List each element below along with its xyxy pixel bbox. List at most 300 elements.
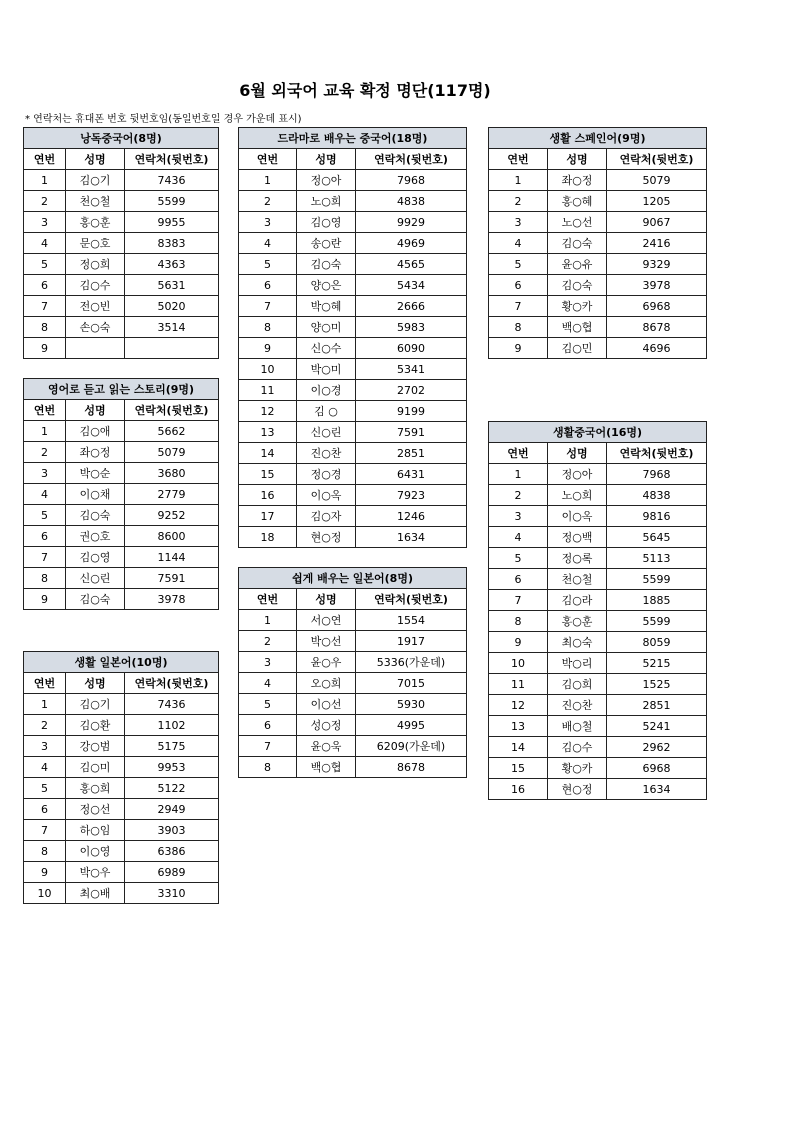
row-number: 6 <box>489 569 548 590</box>
row-number: 3 <box>239 652 297 673</box>
participant-name: 성○정 <box>297 715 356 736</box>
row-number: 1 <box>24 421 66 442</box>
table-row <box>24 841 219 862</box>
participant-name: 현○정 <box>297 527 356 548</box>
participant-name: 홍○혜 <box>548 191 607 212</box>
contact-digits: 5930 <box>356 694 467 715</box>
row-number: 2 <box>489 485 548 506</box>
participant-name: 천○철 <box>66 191 125 212</box>
row-number: 1 <box>24 694 66 715</box>
participant-name: 강○범 <box>66 736 125 757</box>
table-row <box>24 233 219 254</box>
table-title: 생활 일본어(10명) <box>24 652 219 673</box>
table-row <box>239 170 467 191</box>
row-number: 13 <box>239 422 297 443</box>
table-row <box>24 338 219 359</box>
row-number: 4 <box>239 673 297 694</box>
table-row <box>239 422 467 443</box>
col-header-contact: 연락처(뒷번호) <box>607 443 707 464</box>
participant-name: 홍○훈 <box>548 611 607 632</box>
col-header-name: 성명 <box>548 149 607 170</box>
row-number: 5 <box>24 778 66 799</box>
row-number: 6 <box>239 275 297 296</box>
row-number: 9 <box>489 632 548 653</box>
participant-name: 정○희 <box>66 254 125 275</box>
participant-name: 이○경 <box>297 380 356 401</box>
row-number: 11 <box>239 380 297 401</box>
contact-digits: 5113 <box>607 548 707 569</box>
contact-digits: 8678 <box>356 757 467 778</box>
roster-table-daily-chinese <box>488 421 707 800</box>
row-number: 9 <box>239 338 297 359</box>
table-row <box>239 652 467 673</box>
col-header-number: 연번 <box>489 443 548 464</box>
row-number: 14 <box>489 737 548 758</box>
table-title: 쉽게 배우는 일본어(8명) <box>239 568 467 589</box>
contact-digits: 2949 <box>125 799 219 820</box>
participant-name: 최○배 <box>66 883 125 904</box>
col-header-name: 성명 <box>297 589 356 610</box>
contact-digits: 9816 <box>607 506 707 527</box>
participant-name: 천○철 <box>548 569 607 590</box>
row-number: 5 <box>489 548 548 569</box>
table-row <box>24 694 219 715</box>
participant-name: 신○린 <box>297 422 356 443</box>
participant-name: 김○수 <box>548 737 607 758</box>
roster-table-english-story <box>23 378 219 610</box>
participant-name: 백○협 <box>297 757 356 778</box>
contact-digits: 8678 <box>607 317 707 338</box>
table-row <box>489 737 707 758</box>
col-header-number: 연번 <box>489 149 548 170</box>
participant-name: 김○숙 <box>548 233 607 254</box>
row-number: 8 <box>24 317 66 338</box>
table-row <box>489 527 707 548</box>
contact-digits: 1205 <box>607 191 707 212</box>
row-number: 3 <box>24 736 66 757</box>
table-row <box>24 715 219 736</box>
participant-name: 황○카 <box>548 296 607 317</box>
table-row <box>24 442 219 463</box>
col-header-contact: 연락처(뒷번호) <box>356 589 467 610</box>
table-title: 생활 스페인어(9명) <box>489 128 707 149</box>
contact-digits: 1634 <box>356 527 467 548</box>
table-row <box>239 631 467 652</box>
table-row <box>24 254 219 275</box>
row-number: 7 <box>489 590 548 611</box>
table-row <box>24 862 219 883</box>
contact-digits: 7436 <box>125 694 219 715</box>
row-number: 10 <box>24 883 66 904</box>
table-row <box>239 401 467 422</box>
table-row <box>489 695 707 716</box>
contact-digits: 6968 <box>607 758 707 779</box>
row-number: 10 <box>489 653 548 674</box>
participant-name: 박○우 <box>66 862 125 883</box>
contact-digits: 2851 <box>607 695 707 716</box>
table-row <box>239 212 467 233</box>
table-row <box>24 463 219 484</box>
table-title: 낭독중국어(8명) <box>24 128 219 149</box>
col-header-contact: 연락처(뒷번호) <box>356 149 467 170</box>
participant-name: 김 ○ <box>297 401 356 422</box>
participant-name: 최○숙 <box>548 632 607 653</box>
participant-name: 정○백 <box>548 527 607 548</box>
participant-name: 박○선 <box>297 631 356 652</box>
row-number: 3 <box>239 212 297 233</box>
row-number: 2 <box>24 715 66 736</box>
participant-name: 김○환 <box>66 715 125 736</box>
participant-name: 양○은 <box>297 275 356 296</box>
contact-digits: 4565 <box>356 254 467 275</box>
table-row <box>24 589 219 610</box>
contact-digits: 5631 <box>125 275 219 296</box>
table-title: 영어로 듣고 읽는 스토리(9명) <box>24 379 219 400</box>
row-number: 4 <box>24 484 66 505</box>
col-header-name: 성명 <box>66 149 125 170</box>
participant-name: 노○희 <box>297 191 356 212</box>
table-row <box>489 254 707 275</box>
row-number: 13 <box>489 716 548 737</box>
contact-digits: 5336(가운데) <box>356 652 467 673</box>
table-row <box>489 674 707 695</box>
table-row <box>24 799 219 820</box>
participant-name: 진○찬 <box>548 695 607 716</box>
contact-digits: 3310 <box>125 883 219 904</box>
contact-digits: 6989 <box>125 862 219 883</box>
table-row <box>239 338 467 359</box>
row-number: 9 <box>489 338 548 359</box>
row-number: 4 <box>489 527 548 548</box>
row-number: 3 <box>24 463 66 484</box>
col-header-number: 연번 <box>239 589 297 610</box>
col-header-number: 연번 <box>24 149 66 170</box>
contact-digits: 9953 <box>125 757 219 778</box>
participant-name: 윤○유 <box>548 254 607 275</box>
row-number: 8 <box>24 568 66 589</box>
table-row <box>489 317 707 338</box>
row-number: 8 <box>489 317 548 338</box>
contact-digits: 7436 <box>125 170 219 191</box>
table-row <box>24 820 219 841</box>
contact-digits: 5434 <box>356 275 467 296</box>
table-row <box>24 568 219 589</box>
roster-table-daily-spanish <box>488 127 707 359</box>
row-number: 4 <box>239 233 297 254</box>
participant-name: 신○수 <box>297 338 356 359</box>
table-row <box>24 275 219 296</box>
participant-name: 이○옥 <box>297 485 356 506</box>
table-row <box>24 421 219 442</box>
table-row <box>489 758 707 779</box>
contact-digits: 7591 <box>356 422 467 443</box>
row-number: 7 <box>239 736 297 757</box>
row-number: 16 <box>239 485 297 506</box>
contact-digits: 7968 <box>356 170 467 191</box>
contact-digits: 1917 <box>356 631 467 652</box>
row-number: 8 <box>239 317 297 338</box>
contact-digits: 3514 <box>125 317 219 338</box>
contact-digits: 5983 <box>356 317 467 338</box>
contact-digits: 9252 <box>125 505 219 526</box>
col-header-number: 연번 <box>239 149 297 170</box>
contact-digits: 4838 <box>356 191 467 212</box>
table-row <box>239 359 467 380</box>
table-row <box>239 757 467 778</box>
row-number: 1 <box>239 170 297 191</box>
contact-digits: 5079 <box>607 170 707 191</box>
row-number: 18 <box>239 527 297 548</box>
table-row <box>239 736 467 757</box>
row-number: 1 <box>24 170 66 191</box>
contact-digits: 7923 <box>356 485 467 506</box>
contact-digits: 9955 <box>125 212 219 233</box>
contact-digits: 8600 <box>125 526 219 547</box>
row-number: 2 <box>24 191 66 212</box>
contact-digits: 6431 <box>356 464 467 485</box>
participant-name: 윤○우 <box>297 652 356 673</box>
table-row <box>489 779 707 800</box>
table-row <box>489 212 707 233</box>
contact-digits: 5215 <box>607 653 707 674</box>
participant-name: 정○아 <box>297 170 356 191</box>
col-header-name: 성명 <box>297 149 356 170</box>
contact-note: * 연락처는 휴대폰 번호 뒷번호임(동일번호일 경우 가운데 표시) <box>25 114 302 125</box>
contact-digits: 1554 <box>356 610 467 631</box>
contact-digits: 5599 <box>607 611 707 632</box>
page-title: 6월 외국어 교육 확정 명단(117명) <box>239 81 491 100</box>
participant-name: 이○선 <box>297 694 356 715</box>
participant-name: 김○자 <box>297 506 356 527</box>
table-row <box>239 380 467 401</box>
row-number: 5 <box>24 505 66 526</box>
participant-name: 홍○희 <box>66 778 125 799</box>
contact-digits: 5079 <box>125 442 219 463</box>
row-number: 4 <box>24 233 66 254</box>
contact-digits: 7968 <box>607 464 707 485</box>
col-header-number: 연번 <box>24 673 66 694</box>
participant-name: 박○미 <box>297 359 356 380</box>
contact-digits: 1144 <box>125 547 219 568</box>
table-row <box>24 883 219 904</box>
table-row <box>489 191 707 212</box>
table-row <box>239 673 467 694</box>
contact-digits: 5020 <box>125 296 219 317</box>
participant-name: 김○숙 <box>297 254 356 275</box>
contact-digits: 4969 <box>356 233 467 254</box>
participant-name: 배○철 <box>548 716 607 737</box>
row-number: 14 <box>239 443 297 464</box>
table-title: 드라마로 배우는 중국어(18명) <box>239 128 467 149</box>
contact-digits: 6090 <box>356 338 467 359</box>
contact-digits: 6968 <box>607 296 707 317</box>
contact-digits: 6386 <box>125 841 219 862</box>
col-header-name: 성명 <box>66 400 125 421</box>
contact-digits: 1102 <box>125 715 219 736</box>
participant-name: 노○선 <box>548 212 607 233</box>
row-number: 7 <box>24 296 66 317</box>
table-row <box>239 485 467 506</box>
participant-name: 정○선 <box>66 799 125 820</box>
col-header-name: 성명 <box>66 673 125 694</box>
participant-name: 권○호 <box>66 526 125 547</box>
participant-name <box>66 338 125 359</box>
table-row <box>24 170 219 191</box>
table-row <box>489 233 707 254</box>
table-row <box>239 275 467 296</box>
contact-digits: 2962 <box>607 737 707 758</box>
table-title: 생활중국어(16명) <box>489 422 707 443</box>
roster-table-drama-chinese <box>238 127 467 548</box>
col-header-contact: 연락처(뒷번호) <box>125 400 219 421</box>
row-number: 6 <box>24 526 66 547</box>
participant-name: 김○영 <box>66 547 125 568</box>
contact-digits: 4696 <box>607 338 707 359</box>
contact-digits <box>125 338 219 359</box>
contact-digits: 5645 <box>607 527 707 548</box>
contact-digits: 2779 <box>125 484 219 505</box>
row-number: 7 <box>24 547 66 568</box>
row-number: 7 <box>239 296 297 317</box>
contact-digits: 5122 <box>125 778 219 799</box>
row-number: 8 <box>239 757 297 778</box>
row-number: 6 <box>239 715 297 736</box>
row-number: 11 <box>489 674 548 695</box>
contact-digits: 3978 <box>125 589 219 610</box>
contact-digits: 1246 <box>356 506 467 527</box>
row-number: 4 <box>489 233 548 254</box>
participant-name: 김○수 <box>66 275 125 296</box>
participant-name: 김○희 <box>548 674 607 695</box>
participant-name: 김○숙 <box>66 589 125 610</box>
participant-name: 김○숙 <box>548 275 607 296</box>
table-row <box>24 296 219 317</box>
row-number: 17 <box>239 506 297 527</box>
participant-name: 문○호 <box>66 233 125 254</box>
row-number: 3 <box>489 506 548 527</box>
contact-digits: 4995 <box>356 715 467 736</box>
table-row <box>24 526 219 547</box>
participant-name: 이○옥 <box>548 506 607 527</box>
table-row <box>489 485 707 506</box>
row-number: 7 <box>489 296 548 317</box>
contact-digits: 3903 <box>125 820 219 841</box>
table-row <box>239 191 467 212</box>
contact-digits: 9067 <box>607 212 707 233</box>
contact-digits: 8059 <box>607 632 707 653</box>
contact-digits: 1885 <box>607 590 707 611</box>
participant-name: 김○민 <box>548 338 607 359</box>
table-row <box>489 716 707 737</box>
participant-name: 김○기 <box>66 694 125 715</box>
table-row <box>489 296 707 317</box>
table-row <box>489 464 707 485</box>
table-row <box>489 653 707 674</box>
row-number: 12 <box>489 695 548 716</box>
participant-name: 김○애 <box>66 421 125 442</box>
participant-name: 김○라 <box>548 590 607 611</box>
contact-digits: 4838 <box>607 485 707 506</box>
row-number: 5 <box>489 254 548 275</box>
col-header-name: 성명 <box>548 443 607 464</box>
participant-name: 윤○욱 <box>297 736 356 757</box>
participant-name: 하○임 <box>66 820 125 841</box>
table-row <box>239 233 467 254</box>
table-row <box>239 506 467 527</box>
row-number: 12 <box>239 401 297 422</box>
contact-digits: 2851 <box>356 443 467 464</box>
row-number: 2 <box>239 191 297 212</box>
participant-name: 현○정 <box>548 779 607 800</box>
contact-digits: 5662 <box>125 421 219 442</box>
participant-name: 양○미 <box>297 317 356 338</box>
row-number: 15 <box>239 464 297 485</box>
row-number: 5 <box>239 254 297 275</box>
participant-name: 좌○정 <box>548 170 607 191</box>
participant-name: 오○희 <box>297 673 356 694</box>
table-row <box>24 484 219 505</box>
contact-digits: 2666 <box>356 296 467 317</box>
contact-digits: 6209(가운데) <box>356 736 467 757</box>
table-row <box>239 694 467 715</box>
contact-digits: 8383 <box>125 233 219 254</box>
col-header-contact: 연락처(뒷번호) <box>125 149 219 170</box>
table-row <box>489 170 707 191</box>
participant-name: 김○미 <box>66 757 125 778</box>
participant-name: 박○순 <box>66 463 125 484</box>
row-number: 16 <box>489 779 548 800</box>
participant-name: 노○희 <box>548 485 607 506</box>
row-number: 9 <box>24 338 66 359</box>
contact-digits: 2702 <box>356 380 467 401</box>
participant-name: 손○숙 <box>66 317 125 338</box>
table-row <box>24 212 219 233</box>
contact-digits: 9329 <box>607 254 707 275</box>
participant-name: 백○협 <box>548 317 607 338</box>
col-header-contact: 연락처(뒷번호) <box>607 149 707 170</box>
contact-digits: 3680 <box>125 463 219 484</box>
row-number: 15 <box>489 758 548 779</box>
participant-name: 전○빈 <box>66 296 125 317</box>
contact-digits: 7015 <box>356 673 467 694</box>
row-number: 2 <box>489 191 548 212</box>
table-row <box>24 757 219 778</box>
participant-name: 홍○훈 <box>66 212 125 233</box>
contact-digits: 5175 <box>125 736 219 757</box>
roster-table-reading-chinese <box>23 127 219 359</box>
table-row <box>239 610 467 631</box>
row-number: 2 <box>24 442 66 463</box>
table-row <box>239 443 467 464</box>
contact-digits: 4363 <box>125 254 219 275</box>
participant-name: 김○숙 <box>66 505 125 526</box>
participant-name: 김○영 <box>297 212 356 233</box>
contact-digits: 1525 <box>607 674 707 695</box>
table-row <box>489 569 707 590</box>
row-number: 3 <box>24 212 66 233</box>
participant-name: 정○록 <box>548 548 607 569</box>
row-number: 6 <box>24 275 66 296</box>
contact-digits: 3978 <box>607 275 707 296</box>
row-number: 10 <box>239 359 297 380</box>
row-number: 8 <box>24 841 66 862</box>
roster-table-daily-japanese <box>23 651 219 904</box>
table-row <box>489 338 707 359</box>
row-number: 5 <box>24 254 66 275</box>
col-header-number: 연번 <box>24 400 66 421</box>
contact-digits: 7591 <box>125 568 219 589</box>
table-row <box>24 191 219 212</box>
